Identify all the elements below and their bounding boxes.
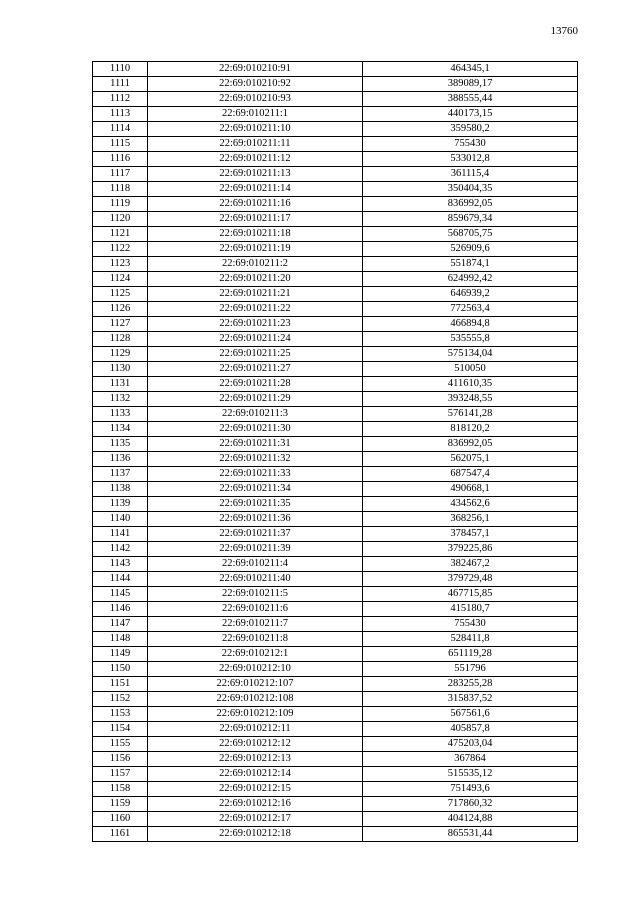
row-number-cell: 1137	[93, 467, 148, 482]
table-row	[93, 782, 578, 797]
row-number-cell: 1111	[93, 77, 148, 92]
row-number-cell: 1122	[93, 242, 148, 257]
row-number-cell: 1151	[93, 677, 148, 692]
table-row	[93, 287, 578, 302]
table-row	[93, 107, 578, 122]
row-number-cell: 1114	[93, 122, 148, 137]
table-row	[93, 482, 578, 497]
cadastral-number-cell: 22:69:010211:33	[148, 467, 363, 482]
table-row	[93, 362, 578, 377]
table-row	[93, 317, 578, 332]
table-row	[93, 677, 578, 692]
cadastral-number-cell: 22:69:010212:109	[148, 707, 363, 722]
table-row	[93, 797, 578, 812]
cadastral-number-cell: 22:69:010212:107	[148, 677, 363, 692]
cadastral-number-cell: 22:69:010211:32	[148, 452, 363, 467]
table-row	[93, 182, 578, 197]
row-number-cell: 1149	[93, 647, 148, 662]
cadastral-value-cell: 836992,05	[363, 437, 578, 452]
table-row	[93, 827, 578, 842]
cadastral-value-cell: 315837,52	[363, 692, 578, 707]
row-number-cell: 1125	[93, 287, 148, 302]
cadastral-value-cell: 687547,4	[363, 467, 578, 482]
cadastral-value-cell: 859679,34	[363, 212, 578, 227]
row-number-cell: 1157	[93, 767, 148, 782]
row-number-cell: 1135	[93, 437, 148, 452]
table-row	[93, 377, 578, 392]
cadastral-value-cell: 515535,12	[363, 767, 578, 782]
cadastral-number-cell: 22:69:010211:27	[148, 362, 363, 377]
row-number-cell: 1144	[93, 572, 148, 587]
cadastral-value-cell: 378457,1	[363, 527, 578, 542]
table-row	[93, 767, 578, 782]
cadastral-value-cell: 818120,2	[363, 422, 578, 437]
cadastral-number-cell: 22:69:010211:7	[148, 617, 363, 632]
cadastral-number-cell: 22:69:010212:11	[148, 722, 363, 737]
cadastral-value-cell: 551796	[363, 662, 578, 677]
table-row	[93, 437, 578, 452]
cadastral-value-cell: 568705,75	[363, 227, 578, 242]
cadastral-value-cell: 382467,2	[363, 557, 578, 572]
cadastral-number-cell: 22:69:010211:8	[148, 632, 363, 647]
cadastral-value-cell: 575134,04	[363, 347, 578, 362]
table-row	[93, 122, 578, 137]
row-number-cell: 1124	[93, 272, 148, 287]
cadastral-number-cell: 22:69:010211:31	[148, 437, 363, 452]
cadastral-value-cell: 389089,17	[363, 77, 578, 92]
cadastral-number-cell: 22:69:010210:92	[148, 77, 363, 92]
table-row	[93, 587, 578, 602]
cadastral-number-cell: 22:69:010211:24	[148, 332, 363, 347]
cadastral-number-cell: 22:69:010211:34	[148, 482, 363, 497]
row-number-cell: 1132	[93, 392, 148, 407]
row-number-cell: 1141	[93, 527, 148, 542]
cadastral-number-cell: 22:69:010212:18	[148, 827, 363, 842]
row-number-cell: 1147	[93, 617, 148, 632]
table-row	[93, 197, 578, 212]
table-row	[93, 242, 578, 257]
cadastral-number-cell: 22:69:010212:17	[148, 812, 363, 827]
cadastral-value-cell: 865531,44	[363, 827, 578, 842]
table-row	[93, 707, 578, 722]
cadastral-value-cell: 535555,8	[363, 332, 578, 347]
row-number-cell: 1143	[93, 557, 148, 572]
cadastral-number-cell: 22:69:010211:23	[148, 317, 363, 332]
cadastral-number-cell: 22:69:010211:2	[148, 257, 363, 272]
cadastral-number-cell: 22:69:010211:18	[148, 227, 363, 242]
cadastral-value-cell: 755430	[363, 137, 578, 152]
row-number-cell: 1123	[93, 257, 148, 272]
table-row	[93, 812, 578, 827]
table-row	[93, 407, 578, 422]
cadastral-value-cell: 624992,42	[363, 272, 578, 287]
cadastral-value-cell: 755430	[363, 617, 578, 632]
cadastral-number-cell: 22:69:010211:19	[148, 242, 363, 257]
cadastral-number-cell: 22:69:010212:13	[148, 752, 363, 767]
cadastral-number-cell: 22:69:010211:16	[148, 197, 363, 212]
cadastral-value-cell: 434562,6	[363, 497, 578, 512]
cadastral-value-cell: 350404,35	[363, 182, 578, 197]
cadastral-value-cell: 551874,1	[363, 257, 578, 272]
cadastral-number-cell: 22:69:010212:16	[148, 797, 363, 812]
cadastral-number-cell: 22:69:010211:20	[148, 272, 363, 287]
table-row	[93, 212, 578, 227]
cadastral-value-cell: 464345,1	[363, 62, 578, 77]
row-number-cell: 1126	[93, 302, 148, 317]
cadastral-value-cell: 510050	[363, 362, 578, 377]
row-number-cell: 1148	[93, 632, 148, 647]
table-row	[93, 602, 578, 617]
cadastral-value-cell: 836992,05	[363, 197, 578, 212]
cadastral-number-cell: 22:69:010211:39	[148, 542, 363, 557]
cadastral-number-cell: 22:69:010211:3	[148, 407, 363, 422]
row-number-cell: 1112	[93, 92, 148, 107]
table-row	[93, 542, 578, 557]
cadastral-number-cell: 22:69:010211:5	[148, 587, 363, 602]
cadastral-number-cell: 22:69:010211:13	[148, 167, 363, 182]
cadastral-number-cell: 22:69:010212:14	[148, 767, 363, 782]
row-number-cell: 1117	[93, 167, 148, 182]
table-row	[93, 347, 578, 362]
row-number-cell: 1120	[93, 212, 148, 227]
table-row	[93, 467, 578, 482]
table-row	[93, 422, 578, 437]
cadastral-value-cell: 404124,88	[363, 812, 578, 827]
cadastral-value-cell: 393248,55	[363, 392, 578, 407]
cadastral-number-cell: 22:69:010211:30	[148, 422, 363, 437]
row-number-cell: 1139	[93, 497, 148, 512]
cadastral-value-cell: 466894,8	[363, 317, 578, 332]
row-number-cell: 1133	[93, 407, 148, 422]
table-row	[93, 92, 578, 107]
cadastral-number-cell: 22:69:010210:91	[148, 62, 363, 77]
cadastral-value-cell: 717860,32	[363, 797, 578, 812]
cadastral-number-cell: 22:69:010211:14	[148, 182, 363, 197]
row-number-cell: 1118	[93, 182, 148, 197]
cadastral-value-cell: 367864	[363, 752, 578, 767]
table-row	[93, 752, 578, 767]
cadastral-number-cell: 22:69:010211:25	[148, 347, 363, 362]
row-number-cell: 1140	[93, 512, 148, 527]
row-number-cell: 1150	[93, 662, 148, 677]
cadastral-number-cell: 22:69:010212:12	[148, 737, 363, 752]
cadastral-number-cell: 22:69:010212:108	[148, 692, 363, 707]
row-number-cell: 1129	[93, 347, 148, 362]
table-row	[93, 152, 578, 167]
table-row	[93, 722, 578, 737]
row-number-cell: 1116	[93, 152, 148, 167]
cadastral-number-cell: 22:69:010211:11	[148, 137, 363, 152]
row-number-cell: 1155	[93, 737, 148, 752]
cadastral-number-cell: 22:69:010211:36	[148, 512, 363, 527]
row-number-cell: 1127	[93, 317, 148, 332]
cadastral-value-cell: 567561,6	[363, 707, 578, 722]
cadastral-number-cell: 22:69:010211:28	[148, 377, 363, 392]
cadastral-value-cell: 751493,6	[363, 782, 578, 797]
table-row	[93, 572, 578, 587]
row-number-cell: 1138	[93, 482, 148, 497]
cadastral-value-cell: 361115,4	[363, 167, 578, 182]
table-row	[93, 227, 578, 242]
table-row	[93, 497, 578, 512]
row-number-cell: 1152	[93, 692, 148, 707]
row-number-cell: 1136	[93, 452, 148, 467]
cadastral-value-cell: 562075,1	[363, 452, 578, 467]
table-row	[93, 647, 578, 662]
table-row	[93, 512, 578, 527]
cadastral-value-cell: 379225,86	[363, 542, 578, 557]
cadastral-number-cell: 22:69:010211:29	[148, 392, 363, 407]
cadastral-value-table	[92, 61, 578, 842]
table-row	[93, 167, 578, 182]
cadastral-number-cell: 22:69:010211:17	[148, 212, 363, 227]
table-row	[93, 332, 578, 347]
row-number-cell: 1134	[93, 422, 148, 437]
row-number-cell: 1131	[93, 377, 148, 392]
table-row	[93, 302, 578, 317]
cadastral-value-cell: 576141,28	[363, 407, 578, 422]
cadastral-value-cell: 359580,2	[363, 122, 578, 137]
cadastral-value-cell: 411610,35	[363, 377, 578, 392]
cadastral-number-cell: 22:69:010212:10	[148, 662, 363, 677]
cadastral-value-cell: 528411,8	[363, 632, 578, 647]
table-row	[93, 737, 578, 752]
row-number-cell: 1110	[93, 62, 148, 77]
cadastral-number-cell: 22:69:010211:10	[148, 122, 363, 137]
cadastral-number-cell: 22:69:010212:1	[148, 647, 363, 662]
cadastral-value-cell: 405857,8	[363, 722, 578, 737]
row-number-cell: 1160	[93, 812, 148, 827]
table-row	[93, 632, 578, 647]
table-row	[93, 137, 578, 152]
cadastral-number-cell: 22:69:010211:4	[148, 557, 363, 572]
cadastral-number-cell: 22:69:010211:12	[148, 152, 363, 167]
cadastral-value-cell: 475203,04	[363, 737, 578, 752]
cadastral-value-cell: 283255,28	[363, 677, 578, 692]
cadastral-number-cell: 22:69:010212:15	[148, 782, 363, 797]
table-row	[93, 257, 578, 272]
row-number-cell: 1154	[93, 722, 148, 737]
cadastral-value-cell: 490668,1	[363, 482, 578, 497]
row-number-cell: 1113	[93, 107, 148, 122]
table-row	[93, 662, 578, 677]
cadastral-value-cell: 379729,48	[363, 572, 578, 587]
table-row	[93, 272, 578, 287]
table-row	[93, 392, 578, 407]
cadastral-number-cell: 22:69:010211:37	[148, 527, 363, 542]
row-number-cell: 1153	[93, 707, 148, 722]
cadastral-value-cell: 415180,7	[363, 602, 578, 617]
row-number-cell: 1158	[93, 782, 148, 797]
row-number-cell: 1128	[93, 332, 148, 347]
cadastral-value-cell: 368256,1	[363, 512, 578, 527]
row-number-cell: 1146	[93, 602, 148, 617]
cadastral-value-cell: 467715,85	[363, 587, 578, 602]
cadastral-number-cell: 22:69:010211:22	[148, 302, 363, 317]
table-row	[93, 692, 578, 707]
row-number-cell: 1130	[93, 362, 148, 377]
table-row	[93, 452, 578, 467]
cadastral-value-cell: 533012,8	[363, 152, 578, 167]
table-row	[93, 617, 578, 632]
cadastral-value-cell: 526909,6	[363, 242, 578, 257]
row-number-cell: 1145	[93, 587, 148, 602]
cadastral-value-cell: 646939,2	[363, 287, 578, 302]
cadastral-value-cell: 440173,15	[363, 107, 578, 122]
cadastral-value-cell: 651119,28	[363, 647, 578, 662]
page-number: 13760	[550, 25, 578, 37]
cadastral-value-cell: 388555,44	[363, 92, 578, 107]
row-number-cell: 1121	[93, 227, 148, 242]
cadastral-number-cell: 22:69:010210:93	[148, 92, 363, 107]
cadastral-number-cell: 22:69:010211:40	[148, 572, 363, 587]
row-number-cell: 1161	[93, 827, 148, 842]
table-row	[93, 557, 578, 572]
cadastral-number-cell: 22:69:010211:6	[148, 602, 363, 617]
table-row	[93, 527, 578, 542]
table-row	[93, 62, 578, 77]
cadastral-number-cell: 22:69:010211:1	[148, 107, 363, 122]
row-number-cell: 1142	[93, 542, 148, 557]
table-row	[93, 77, 578, 92]
row-number-cell: 1115	[93, 137, 148, 152]
cadastral-number-cell: 22:69:010211:21	[148, 287, 363, 302]
table-body	[93, 62, 578, 842]
row-number-cell: 1119	[93, 197, 148, 212]
cadastral-number-cell: 22:69:010211:35	[148, 497, 363, 512]
row-number-cell: 1159	[93, 797, 148, 812]
cadastral-value-cell: 772563,4	[363, 302, 578, 317]
row-number-cell: 1156	[93, 752, 148, 767]
